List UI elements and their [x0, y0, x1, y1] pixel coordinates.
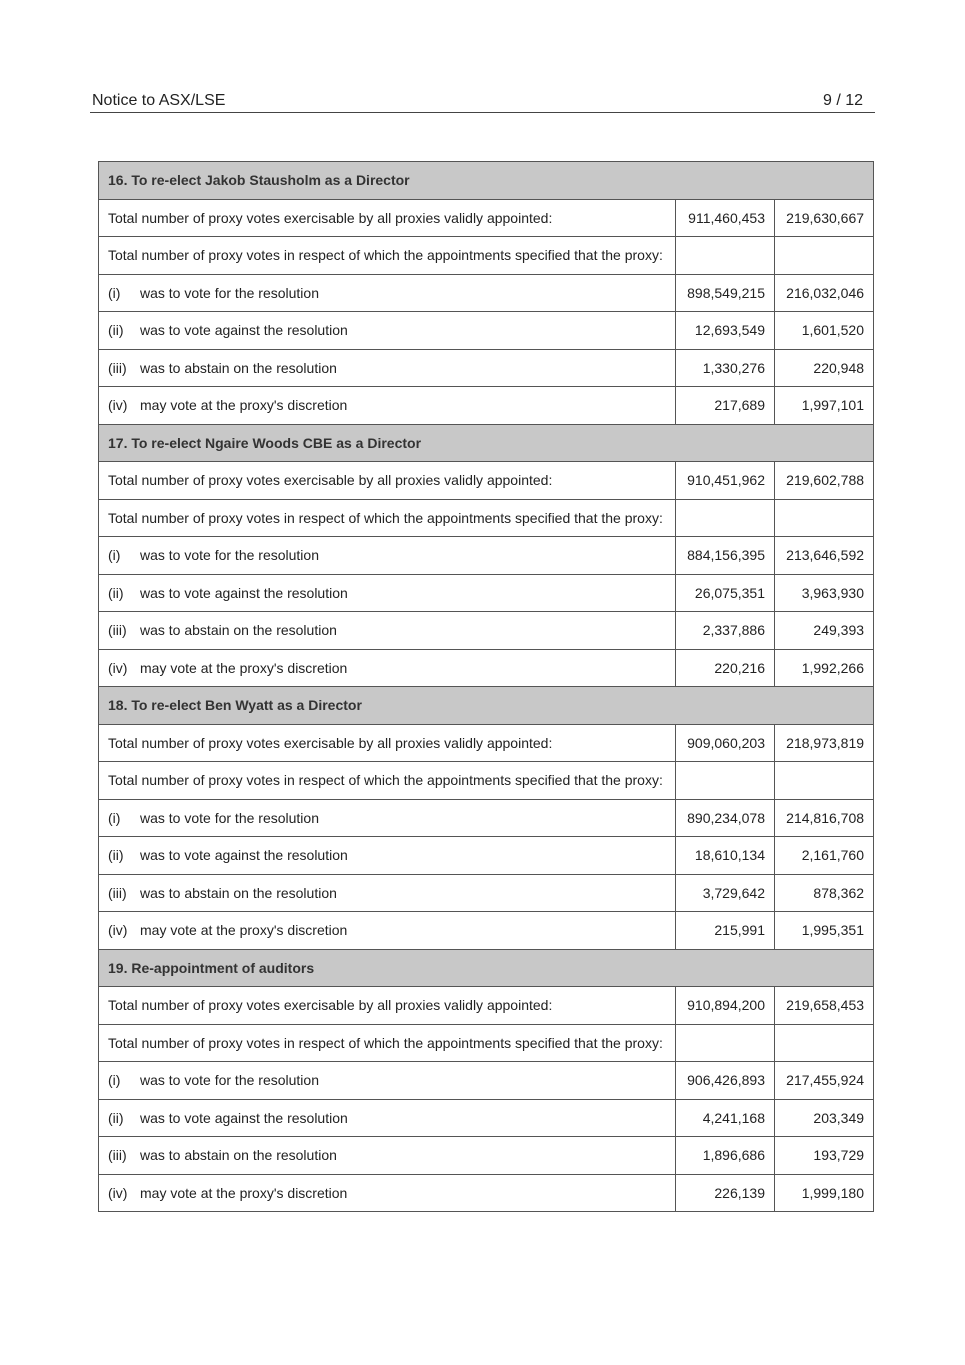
vote-breakdown-label-cell	[99, 649, 676, 687]
item-numeral: (ii)	[108, 584, 124, 601]
vote-breakdown-row	[99, 1062, 874, 1100]
vote-breakdown-row	[99, 349, 874, 387]
resolution-heading: 17. To re-elect Ngaire Woods CBE as a Director	[99, 424, 874, 462]
vote-value-1: 3,729,642	[676, 874, 775, 912]
vote-value-2: 1,997,101	[775, 387, 874, 425]
item-label: was to vote against the resolution	[140, 322, 348, 339]
empty-cell	[775, 1024, 874, 1062]
vote-value-2: 1,992,266	[775, 649, 874, 687]
vote-value-1: 4,241,168	[676, 1099, 775, 1137]
vote-value-1: 220,216	[676, 649, 775, 687]
resolution-heading-row	[99, 424, 874, 462]
resolution-heading-row	[99, 687, 874, 725]
resolution-heading-row	[99, 162, 874, 200]
vote-breakdown-row	[99, 1137, 874, 1175]
vote-value-1: 12,693,549	[676, 312, 775, 350]
item-numeral: (iv)	[108, 397, 128, 414]
vote-value-2: 214,816,708	[775, 799, 874, 837]
vote-breakdown-label-cell	[99, 387, 676, 425]
empty-cell	[775, 237, 874, 275]
total-votes-row	[99, 987, 874, 1025]
vote-breakdown-label-cell	[99, 1137, 676, 1175]
item-numeral: (iv)	[108, 659, 128, 676]
proxy-results-table	[98, 161, 874, 1212]
specified-votes-label: Total number of proxy votes in respect of which the appointments specified that the proxy:	[99, 499, 676, 537]
total-votes-label: Total number of proxy votes exercisable by all proxies validly appointed:	[99, 724, 676, 762]
specified-votes-label: Total number of proxy votes in respect of which the appointments specified that the proxy:	[99, 237, 676, 275]
item-numeral: (ii)	[108, 322, 124, 339]
resolution-heading: 18. To re-elect Ben Wyatt as a Director	[99, 687, 874, 725]
resolution-heading: 19. Re-appointment of auditors	[99, 949, 874, 987]
item-numeral: (i)	[108, 284, 121, 301]
empty-cell	[676, 237, 775, 275]
vote-breakdown-row	[99, 1174, 874, 1212]
item-label: was to vote against the resolution	[140, 1109, 348, 1126]
vote-breakdown-label-cell	[99, 312, 676, 350]
empty-cell	[676, 499, 775, 537]
item-numeral: (i)	[108, 547, 121, 564]
vote-value-2: 217,455,924	[775, 1062, 874, 1100]
vote-breakdown-label-cell	[99, 1062, 676, 1100]
item-label: may vote at the proxy's discretion	[140, 1184, 348, 1201]
vote-breakdown-label-cell	[99, 912, 676, 950]
vote-value-1: 1,896,686	[676, 1137, 775, 1175]
total-votes-value-1: 910,451,962	[676, 462, 775, 500]
total-votes-value-1: 911,460,453	[676, 199, 775, 237]
vote-breakdown-row	[99, 274, 874, 312]
item-label: was to vote against the resolution	[140, 847, 348, 864]
total-votes-value-1: 909,060,203	[676, 724, 775, 762]
vote-value-1: 215,991	[676, 912, 775, 950]
empty-cell	[775, 762, 874, 800]
item-label: was to vote for the resolution	[140, 1072, 319, 1089]
vote-breakdown-row	[99, 387, 874, 425]
vote-breakdown-label-cell	[99, 874, 676, 912]
item-numeral: (i)	[108, 1072, 121, 1089]
vote-breakdown-label-cell	[99, 799, 676, 837]
total-votes-label: Total number of proxy votes exercisable by all proxies validly appointed:	[99, 199, 676, 237]
vote-breakdown-row	[99, 649, 874, 687]
vote-breakdown-label-cell	[99, 537, 676, 575]
vote-value-2: 1,995,351	[775, 912, 874, 950]
vote-value-2: 1,601,520	[775, 312, 874, 350]
item-label: was to vote for the resolution	[140, 809, 319, 826]
item-numeral: (iii)	[108, 359, 127, 376]
item-numeral: (ii)	[108, 1109, 124, 1126]
vote-breakdown-row	[99, 799, 874, 837]
item-label: was to abstain on the resolution	[140, 622, 337, 639]
vote-value-2: 1,999,180	[775, 1174, 874, 1212]
total-votes-value-2: 219,630,667	[775, 199, 874, 237]
specified-votes-label: Total number of proxy votes in respect of which the appointments specified that the proxy:	[99, 1024, 676, 1062]
vote-breakdown-row	[99, 537, 874, 575]
resolution-heading: 16. To re-elect Jakob Stausholm as a Director	[99, 162, 874, 200]
total-votes-label: Total number of proxy votes exercisable by all proxies validly appointed:	[99, 987, 676, 1025]
item-label: may vote at the proxy's discretion	[140, 659, 348, 676]
vote-breakdown-row	[99, 1099, 874, 1137]
specified-votes-label: Total number of proxy votes in respect of which the appointments specified that the proxy:	[99, 762, 676, 800]
total-votes-row	[99, 724, 874, 762]
vote-value-1: 18,610,134	[676, 837, 775, 875]
vote-breakdown-row	[99, 837, 874, 875]
specified-votes-row	[99, 499, 874, 537]
item-numeral: (iv)	[108, 922, 128, 939]
document-title: Notice to ASX/LSE	[92, 92, 226, 109]
item-numeral: (iii)	[108, 1147, 127, 1164]
vote-breakdown-label-cell	[99, 1099, 676, 1137]
empty-cell	[775, 499, 874, 537]
vote-breakdown-row	[99, 874, 874, 912]
page-header	[90, 90, 875, 113]
total-votes-value-2: 219,602,788	[775, 462, 874, 500]
item-numeral: (ii)	[108, 847, 124, 864]
vote-value-1: 2,337,886	[676, 612, 775, 650]
vote-breakdown-label-cell	[99, 1174, 676, 1212]
vote-value-2: 220,948	[775, 349, 874, 387]
item-label: was to vote for the resolution	[140, 284, 319, 301]
vote-value-1: 890,234,078	[676, 799, 775, 837]
specified-votes-row	[99, 762, 874, 800]
item-numeral: (i)	[108, 809, 121, 826]
vote-value-2: 878,362	[775, 874, 874, 912]
item-label: was to vote against the resolution	[140, 584, 348, 601]
total-votes-value-2: 218,973,819	[775, 724, 874, 762]
vote-value-1: 898,549,215	[676, 274, 775, 312]
total-votes-label: Total number of proxy votes exercisable by all proxies validly appointed:	[99, 462, 676, 500]
empty-cell	[676, 762, 775, 800]
vote-value-2: 2,161,760	[775, 837, 874, 875]
vote-value-2: 216,032,046	[775, 274, 874, 312]
total-votes-value-2: 219,658,453	[775, 987, 874, 1025]
vote-breakdown-label-cell	[99, 274, 676, 312]
resolution-heading-row	[99, 949, 874, 987]
item-numeral: (iv)	[108, 1184, 128, 1201]
item-label: was to abstain on the resolution	[140, 359, 337, 376]
specified-votes-row	[99, 1024, 874, 1062]
item-numeral: (iii)	[108, 884, 127, 901]
vote-value-2: 3,963,930	[775, 574, 874, 612]
item-label: may vote at the proxy's discretion	[140, 922, 348, 939]
vote-value-2: 249,393	[775, 612, 874, 650]
page-number: 9 / 12	[822, 92, 863, 109]
specified-votes-row	[99, 237, 874, 275]
vote-value-1: 906,426,893	[676, 1062, 775, 1100]
item-label: was to abstain on the resolution	[140, 1147, 337, 1164]
vote-breakdown-label-cell	[99, 612, 676, 650]
vote-value-1: 884,156,395	[676, 537, 775, 575]
vote-breakdown-row	[99, 574, 874, 612]
item-label: was to abstain on the resolution	[140, 884, 337, 901]
vote-breakdown-row	[99, 312, 874, 350]
vote-breakdown-label-cell	[99, 837, 676, 875]
total-votes-row	[99, 199, 874, 237]
vote-breakdown-label-cell	[99, 574, 676, 612]
vote-value-1: 1,330,276	[676, 349, 775, 387]
vote-value-1: 26,075,351	[676, 574, 775, 612]
item-numeral: (iii)	[108, 622, 127, 639]
vote-value-2: 213,646,592	[775, 537, 874, 575]
vote-breakdown-row	[99, 612, 874, 650]
total-votes-row	[99, 462, 874, 500]
vote-value-2: 203,349	[775, 1099, 874, 1137]
item-label: was to vote for the resolution	[140, 547, 319, 564]
vote-breakdown-row	[99, 912, 874, 950]
item-label: may vote at the proxy's discretion	[140, 397, 348, 414]
vote-breakdown-label-cell	[99, 349, 676, 387]
vote-value-2: 193,729	[775, 1137, 874, 1175]
empty-cell	[676, 1024, 775, 1062]
vote-value-1: 217,689	[676, 387, 775, 425]
total-votes-value-1: 910,894,200	[676, 987, 775, 1025]
vote-value-1: 226,139	[676, 1174, 775, 1212]
